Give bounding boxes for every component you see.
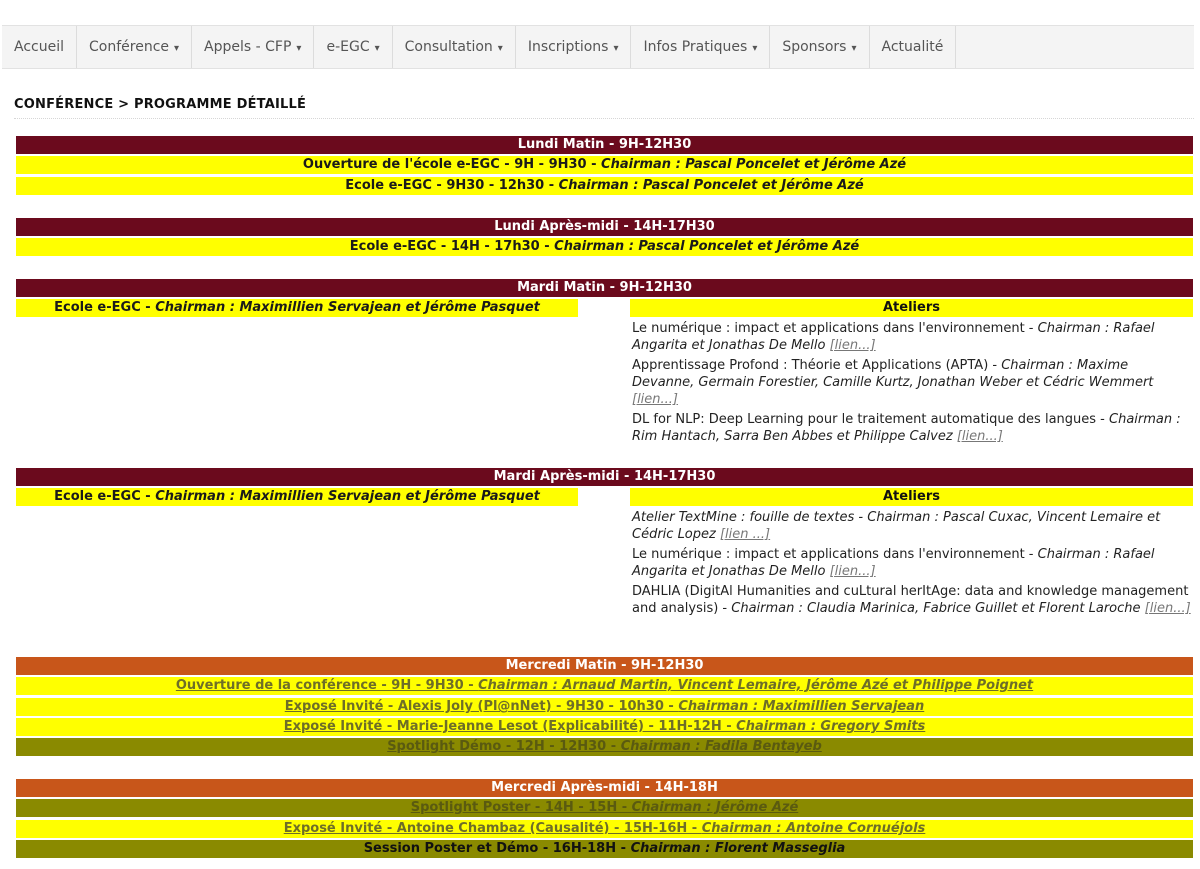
school-cell: Ecole e-EGC - Chairman : Maximillien Servajean et Jérôme Pasquet	[16, 488, 578, 506]
session-header: Mardi Après-midi - 14H-17H30	[16, 468, 1193, 486]
nav-label: Inscriptions	[527, 39, 609, 55]
chevron-down-icon: ▾	[374, 43, 380, 54]
nav-label: e-EGC	[326, 39, 370, 55]
workshop-item: Atelier TextMine : fouille de textes - Chairman : Pascal Cuxac, Vincent Lemaire et Cédric Lopez [lien ...]	[632, 510, 1161, 542]
workshop-link[interactable]: [lien ...]	[719, 527, 771, 542]
workshop-link[interactable]: [lien...]	[1144, 601, 1191, 616]
ateliers-header: Ateliers	[630, 299, 1193, 317]
nav-label: Appels - CFP	[204, 39, 292, 55]
session-row-link[interactable]: Ouverture de la conférence - 9H - 9H30 - Chairman : Arnaud Martin, Vincent Lemaire, Jérôme Azé et Philippe Poignet	[16, 677, 1193, 695]
nav-item-infos[interactable]	[631, 26, 770, 68]
nav-item-inscriptions[interactable]	[516, 26, 632, 68]
workshop-item: DL for NLP: Deep Learning pour le traitement automatique des langues - Chairman : Rim Hantach, Sarra Ben Abbes et Philippe Calvez [lien...]	[632, 412, 1181, 444]
session-row: Ecole e-EGC - 9H30 - 12h30 - Chairman : Pascal Poncelet et Jérôme Azé	[16, 177, 1193, 195]
chevron-down-icon: ▾	[174, 43, 180, 54]
nav-label: Conférence	[89, 39, 170, 55]
ateliers-header: Ateliers	[630, 488, 1193, 506]
nav-item-appels[interactable]	[192, 26, 314, 68]
chevron-down-icon: ▾	[752, 43, 758, 54]
nav-label: Infos Pratiques	[643, 39, 748, 55]
nav-label: Sponsors	[782, 39, 847, 55]
chevron-down-icon: ▾	[296, 43, 302, 54]
session-header: Lundi Après-midi - 14H-17H30	[16, 218, 1193, 236]
school-cell: Ecole e-EGC - Chairman : Maximillien Servajean et Jérôme Pasquet	[16, 299, 578, 317]
session-row-link[interactable]: Spotlight Poster - 14H - 15H - Chairman : Jérôme Azé	[16, 799, 1193, 817]
nav-item-actualite[interactable]	[870, 26, 957, 68]
nav-item-eegc[interactable]	[314, 26, 392, 68]
workshop-link[interactable]: [lien...]	[632, 392, 679, 407]
nav-label: Consultation	[404, 39, 493, 55]
nav-item-conference[interactable]	[77, 26, 192, 68]
chevron-down-icon: ▾	[497, 43, 503, 54]
session-row: Ouverture de l'école e-EGC - 9H - 9H30 - Chairman : Pascal Poncelet et Jérôme Azé	[16, 156, 1193, 174]
chevron-down-icon: ▾	[851, 43, 857, 54]
breadcrumb: CONFÉRENCE > PROGRAMME DÉTAILLÉ	[14, 97, 1194, 119]
session-row-link[interactable]: Exposé Invité - Antoine Chambaz (Causalité) - 15H-16H - Chairman : Antoine Cornuéjols	[16, 820, 1193, 838]
workshop-item: Apprentissage Profond : Théorie et Applications (APTA) - Chairman : Maxime Devanne, Germain Forestier, Camille Kurtz, Jonathan Weber et Cédric Wemmert [lien...]	[632, 358, 1154, 407]
session-row: Session Poster et Démo - 16H-18H - Chairman : Florent Masseglia	[16, 840, 1193, 858]
workshop-item: Le numérique : impact et applications dans l'environnement - Chairman : Rafael Angarita et Jonathas De Mello [lien...]	[632, 321, 1155, 353]
session-header: Mercredi Après-midi - 14H-18H	[16, 779, 1193, 797]
session-row-link[interactable]: Exposé Invité - Alexis Joly (Pl@nNet) - 9H30 - 10h30 - Chairman : Maximillien Servajean	[16, 698, 1193, 716]
workshop-link[interactable]: [lien...]	[829, 564, 876, 579]
session-row-link[interactable]: Spotlight Démo - 12H - 12H30 - Chairman : Fadila Bentayeb	[16, 738, 1193, 756]
chevron-down-icon: ▾	[613, 43, 619, 54]
nav-item-consultation[interactable]	[393, 26, 516, 68]
session-row-link[interactable]: Exposé Invité - Marie-Jeanne Lesot (Explicabilité) - 11H-12H - Chairman : Gregory Smits	[16, 718, 1193, 736]
workshop-link[interactable]: [lien...]	[829, 338, 876, 353]
session-header: Mardi Matin - 9H-12H30	[16, 279, 1193, 297]
workshop-item: Le numérique : impact et applications dans l'environnement - Chairman : Rafael Angarita et Jonathas De Mello [lien...]	[632, 547, 1155, 579]
main-nav	[2, 25, 1194, 69]
nav-item-sponsors[interactable]	[770, 26, 869, 68]
workshop-item: DAHLIA (DigitAl Humanities and cuLtural herItAge: data and knowledge management and analysis) - Chairman : Claudia Marinica, Fabrice Guillet et Florent Laroche [lien...]	[632, 584, 1191, 616]
nav-label: Actualité	[881, 39, 944, 55]
session-header: Lundi Matin - 9H-12H30	[16, 136, 1193, 154]
session-row: Ecole e-EGC - 14H - 17h30 - Chairman : Pascal Poncelet et Jérôme Azé	[16, 238, 1193, 256]
nav-label: Accueil	[14, 39, 64, 55]
session-header: Mercredi Matin - 9H-12H30	[16, 657, 1193, 675]
workshop-link[interactable]: [lien...]	[956, 429, 1003, 444]
nav-item-accueil[interactable]	[2, 26, 77, 68]
